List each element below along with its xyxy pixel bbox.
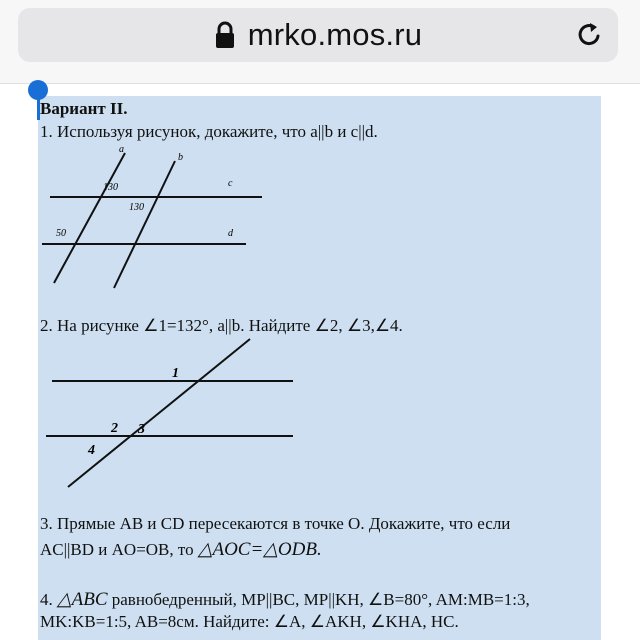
task3-line2 — [40, 538, 322, 561]
label-angle-top: 130 — [103, 182, 118, 193]
task4-line1-text: равнобедренный, MP||BC, MP||KH, ∠B=80°, AM:MB=1:3, — [107, 590, 530, 609]
task3-formula: △AOC=△ODB. — [197, 539, 322, 560]
task2-text: 2. На рисунке ∠1=132°, a||b. Найдите ∠2, ∠3,∠4. — [40, 316, 403, 335]
task3-line1: 3. Прямые AB и CD пересекаются в точке O. Докажите, что если — [40, 514, 511, 533]
label-angle-left: 50 — [56, 228, 66, 239]
address-bar[interactable] — [18, 8, 618, 62]
reload-icon[interactable] — [574, 20, 604, 50]
lock-icon — [214, 20, 236, 50]
address-bar-content — [18, 8, 618, 62]
task1-figure — [38, 140, 268, 295]
label-d: d — [228, 228, 233, 239]
task4-line2: MK:KB=1:5, AB=8см. Найдите: ∠A, ∠AKH, ∠KHA, HC. — [40, 612, 459, 631]
task2-figure — [38, 335, 298, 495]
browser-toolbar — [0, 0, 640, 84]
variant-title: Вариант II. — [40, 99, 128, 118]
label-angle-3: 3 — [138, 422, 145, 437]
task1-text: 1. Используя рисунок, докажите, что a||b и c||d. — [40, 122, 378, 141]
task4-number: 4. — [40, 590, 57, 609]
label-angle-2: 2 — [111, 421, 118, 436]
label-angle-1: 1 — [172, 366, 179, 381]
label-b: b — [178, 152, 183, 163]
label-a: a — [119, 144, 124, 155]
label-angle-mid: 130 — [129, 202, 144, 213]
label-c: c — [228, 178, 233, 189]
task3-line2-text: AC||BD и AO=OB, то — [40, 540, 198, 559]
url-text[interactable]: mrko.mos.ru — [247, 17, 423, 52]
task4-formula: △ABC — [57, 589, 108, 610]
label-angle-4: 4 — [88, 443, 95, 458]
task4-line1 — [40, 588, 530, 611]
